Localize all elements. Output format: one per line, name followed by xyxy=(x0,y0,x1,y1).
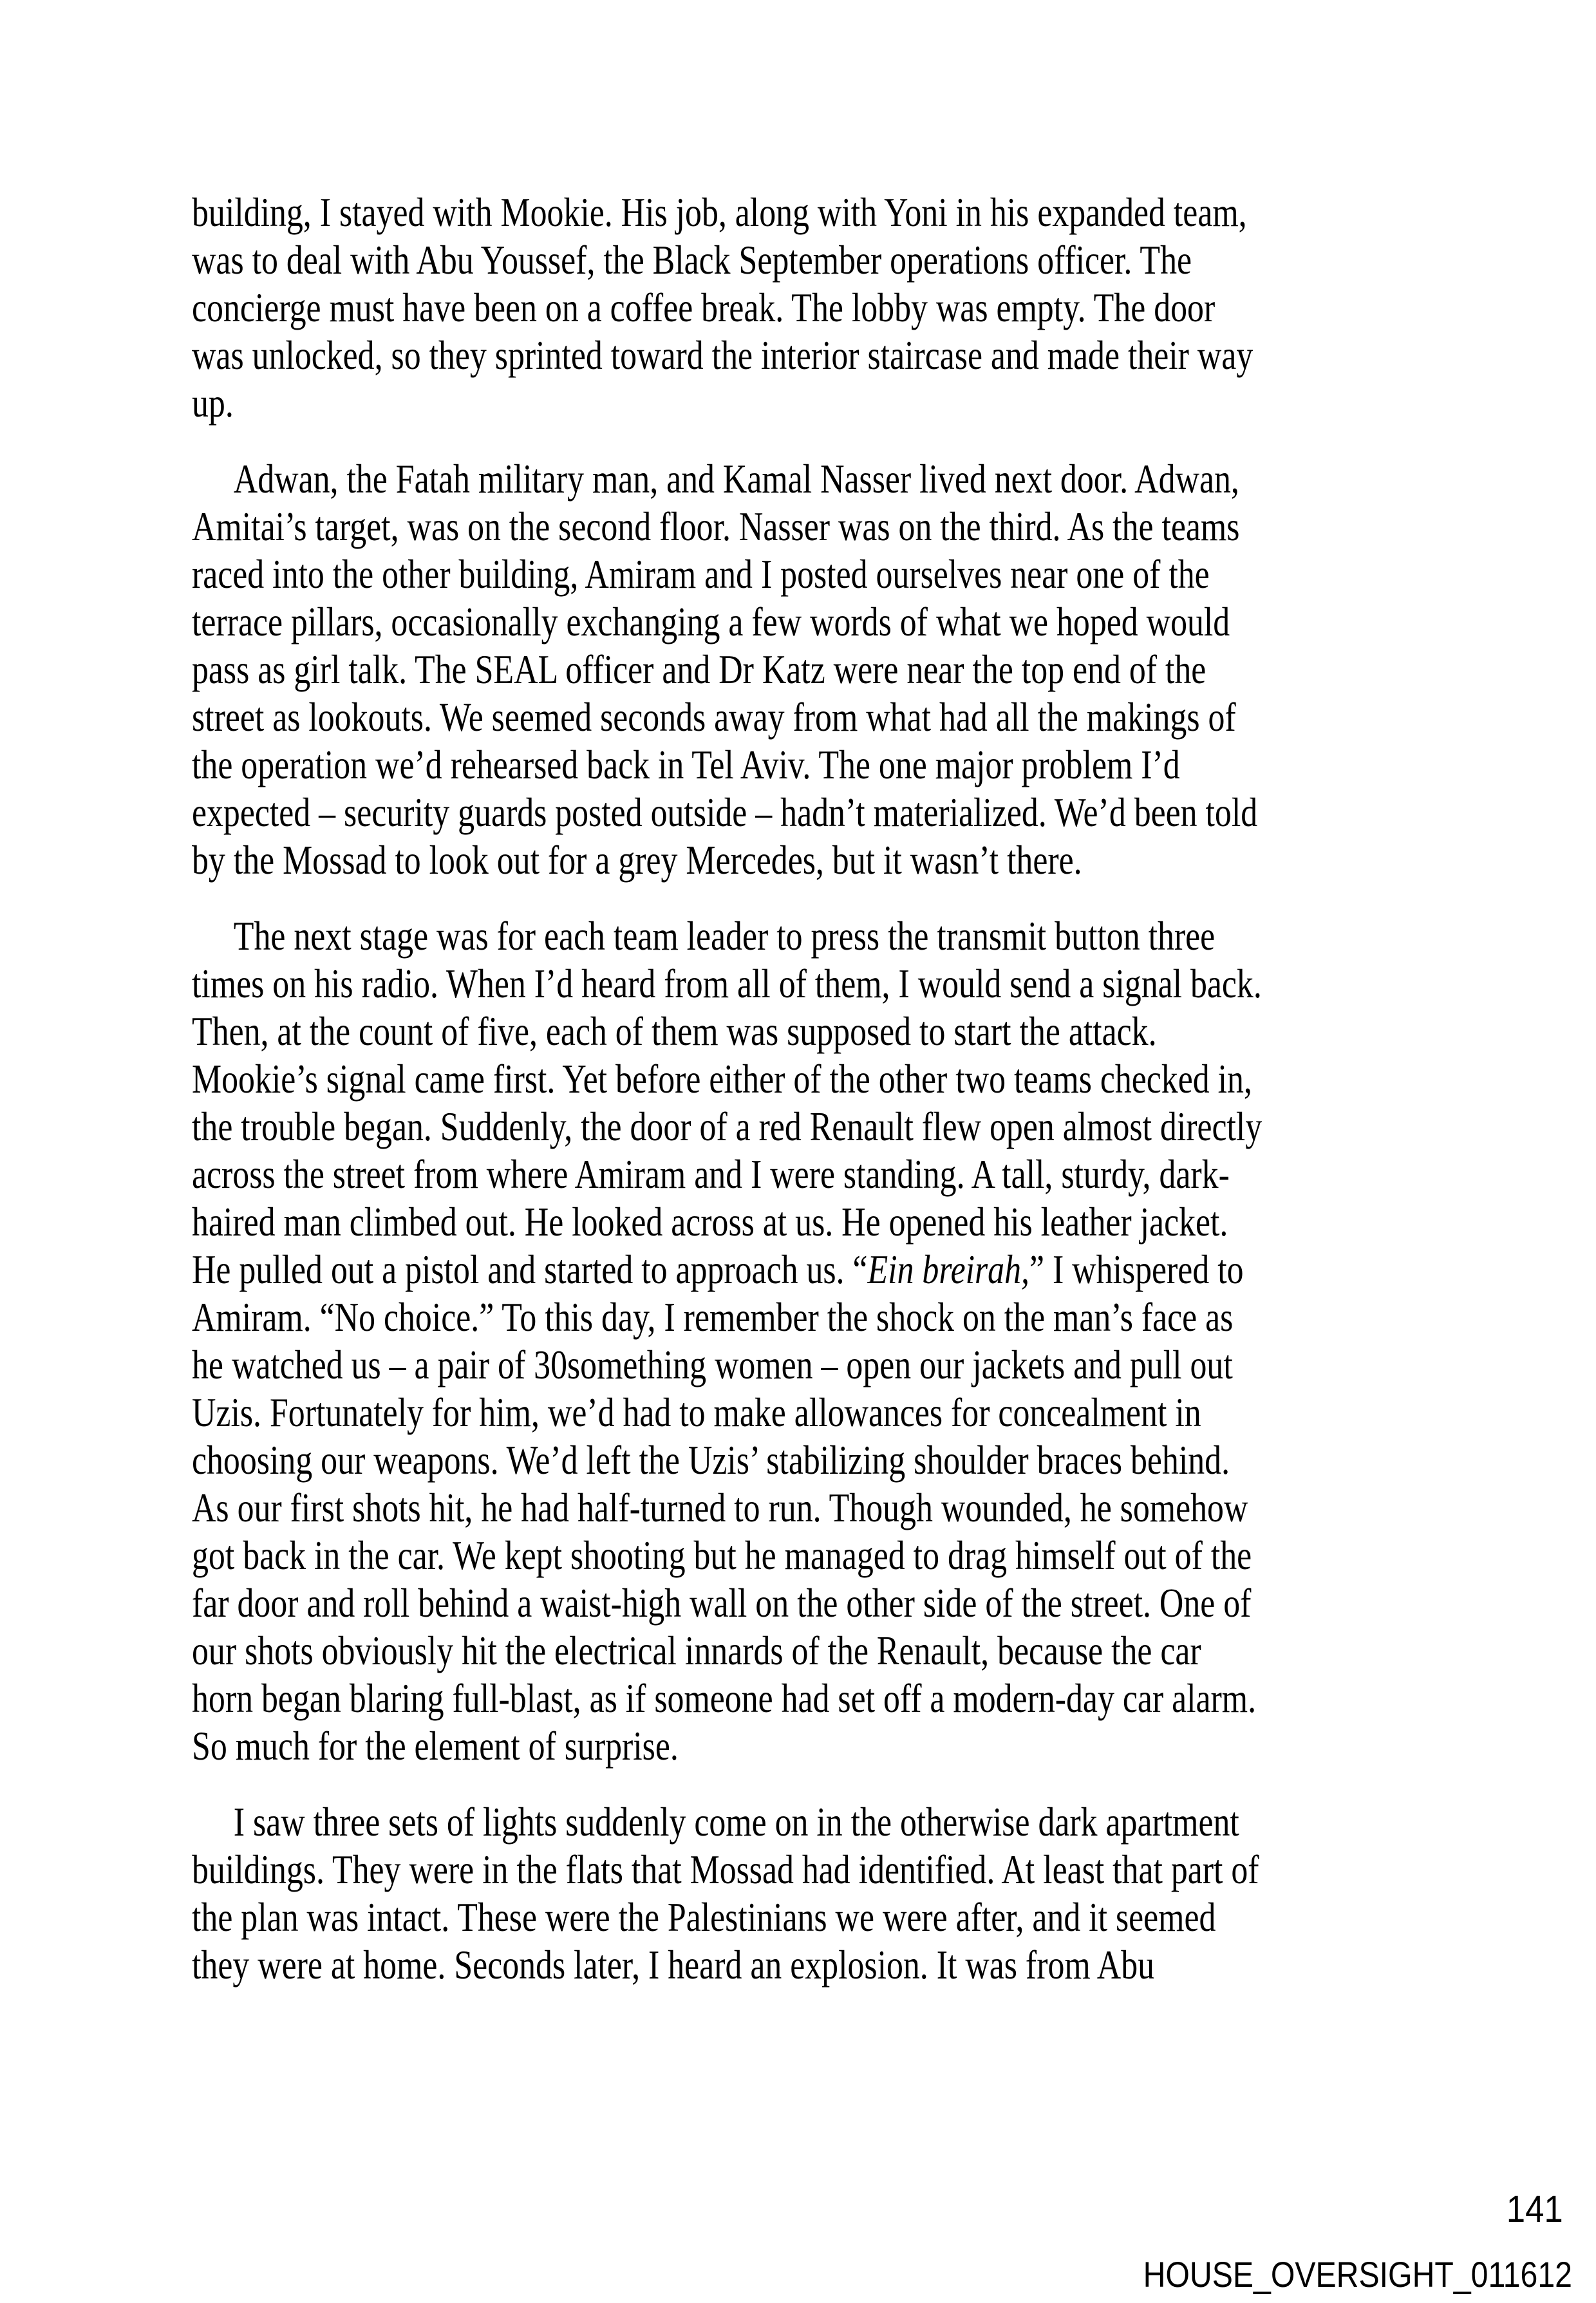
text-line: the plan was intact. These were the Palestinians we were after, and it seemed xyxy=(192,1894,1216,1940)
text-line: was unlocked, so they sprinted toward the interior staircase and made their way xyxy=(192,332,1253,378)
text-line: Mookie’s signal came first. Yet before either of the other two teams checked in, xyxy=(192,1056,1252,1102)
text-segment: He pulled out a pistol and started to approach us. “ xyxy=(192,1246,868,1292)
text-line: As our first shots hit, he had half-turned to run. Though wounded, he somehow xyxy=(192,1485,1248,1530)
text-line: Amiram. “No choice.” To this day, I remember the shock on the man’s face as xyxy=(192,1294,1234,1340)
text-line: So much for the element of surprise. xyxy=(192,1723,679,1769)
text-segment: ” I whispered to xyxy=(1029,1246,1244,1292)
paragraph xyxy=(192,912,1467,1770)
text-line: street as lookouts. We seemed seconds away from what had all the makings of xyxy=(192,694,1236,740)
paragraph xyxy=(192,455,1467,884)
text-line: the operation we’d rehearsed back in Tel Aviv. The one major problem I’d xyxy=(192,742,1180,787)
text-line: times on his radio. When I’d heard from all of them, I would send a signal back. xyxy=(192,961,1262,1006)
text-line xyxy=(192,1246,1244,1293)
paragraph xyxy=(192,1798,1467,1989)
text-line: The next stage was for each team leader to press the transmit button three xyxy=(233,913,1216,959)
text-line: Adwan, the Fatah military man, and Kamal Nasser lived next door. Adwan, xyxy=(233,456,1239,502)
text-line: he watched us – a pair of 30something women – open our jackets and pull out xyxy=(192,1342,1233,1387)
text-line: choosing our weapons. We’d left the Uzis’ stabilizing shoulder braces behind. xyxy=(192,1437,1230,1483)
italic-text: Ein breirah, xyxy=(867,1246,1029,1292)
text-line: I saw three sets of lights suddenly come on in the otherwise dark apartment xyxy=(233,1799,1239,1845)
text-line: raced into the other building, Amiram and I posted ourselves near one of the xyxy=(192,551,1210,597)
text-line: Amitai’s target, was on the second floor. Nasser was on the third. As the teams xyxy=(192,503,1240,549)
text-line: the trouble began. Suddenly, the door of a red Renault flew open almost directly xyxy=(192,1104,1263,1149)
paragraph xyxy=(192,189,1467,427)
text-line: Uzis. Fortunately for him, we’d had to make allowances for concealment in xyxy=(192,1389,1201,1435)
text-line: Then, at the count of five, each of them was supposed to start the attack. xyxy=(192,1008,1157,1054)
text-line: our shots obviously hit the electrical innards of the Renault, because the car xyxy=(192,1628,1201,1673)
text-line: expected – security guards posted outside – hadn’t materialized. We’d been told xyxy=(192,789,1258,835)
text-line: far door and roll behind a waist-high wall on the other side of the street. One of xyxy=(192,1580,1252,1626)
text-line: concierge must have been on a coffee break. The lobby was empty. The door xyxy=(192,285,1216,330)
text-line: haired man climbed out. He looked across at us. He opened his leather jacket. xyxy=(192,1199,1228,1245)
text-line: horn began blaring full-blast, as if someone had set off a modern-day car alarm. xyxy=(192,1675,1257,1721)
text-line: was to deal with Abu Youssef, the Black September operations officer. The xyxy=(192,237,1192,283)
page-number: 141 xyxy=(1506,2188,1563,2230)
text-line: terrace pillars, occasionally exchanging a few words of what we hoped would xyxy=(192,599,1230,644)
bates-stamp: HOUSE_OVERSIGHT_011612 xyxy=(1143,2254,1572,2295)
text-line: they were at home. Seconds later, I heard an explosion. It was from Abu xyxy=(192,1942,1155,1988)
text-block xyxy=(192,189,1467,1989)
text-line: pass as girl talk. The SEAL officer and Dr Katz were near the top end of the xyxy=(192,646,1206,692)
text-line: buildings. They were in the flats that Mossad had identified. At least that part of xyxy=(192,1847,1259,1892)
text-line: across the street from where Amiram and I were standing. A tall, sturdy, dark- xyxy=(192,1151,1230,1197)
text-line: building, I stayed with Mookie. His job, along with Yoni in his expanded team, xyxy=(192,189,1247,235)
text-line: up. xyxy=(192,380,234,426)
text-line: got back in the car. We kept shooting but he managed to drag himself out of the xyxy=(192,1532,1252,1578)
text-line: by the Mossad to look out for a grey Mercedes, but it wasn’t there. xyxy=(192,837,1082,883)
